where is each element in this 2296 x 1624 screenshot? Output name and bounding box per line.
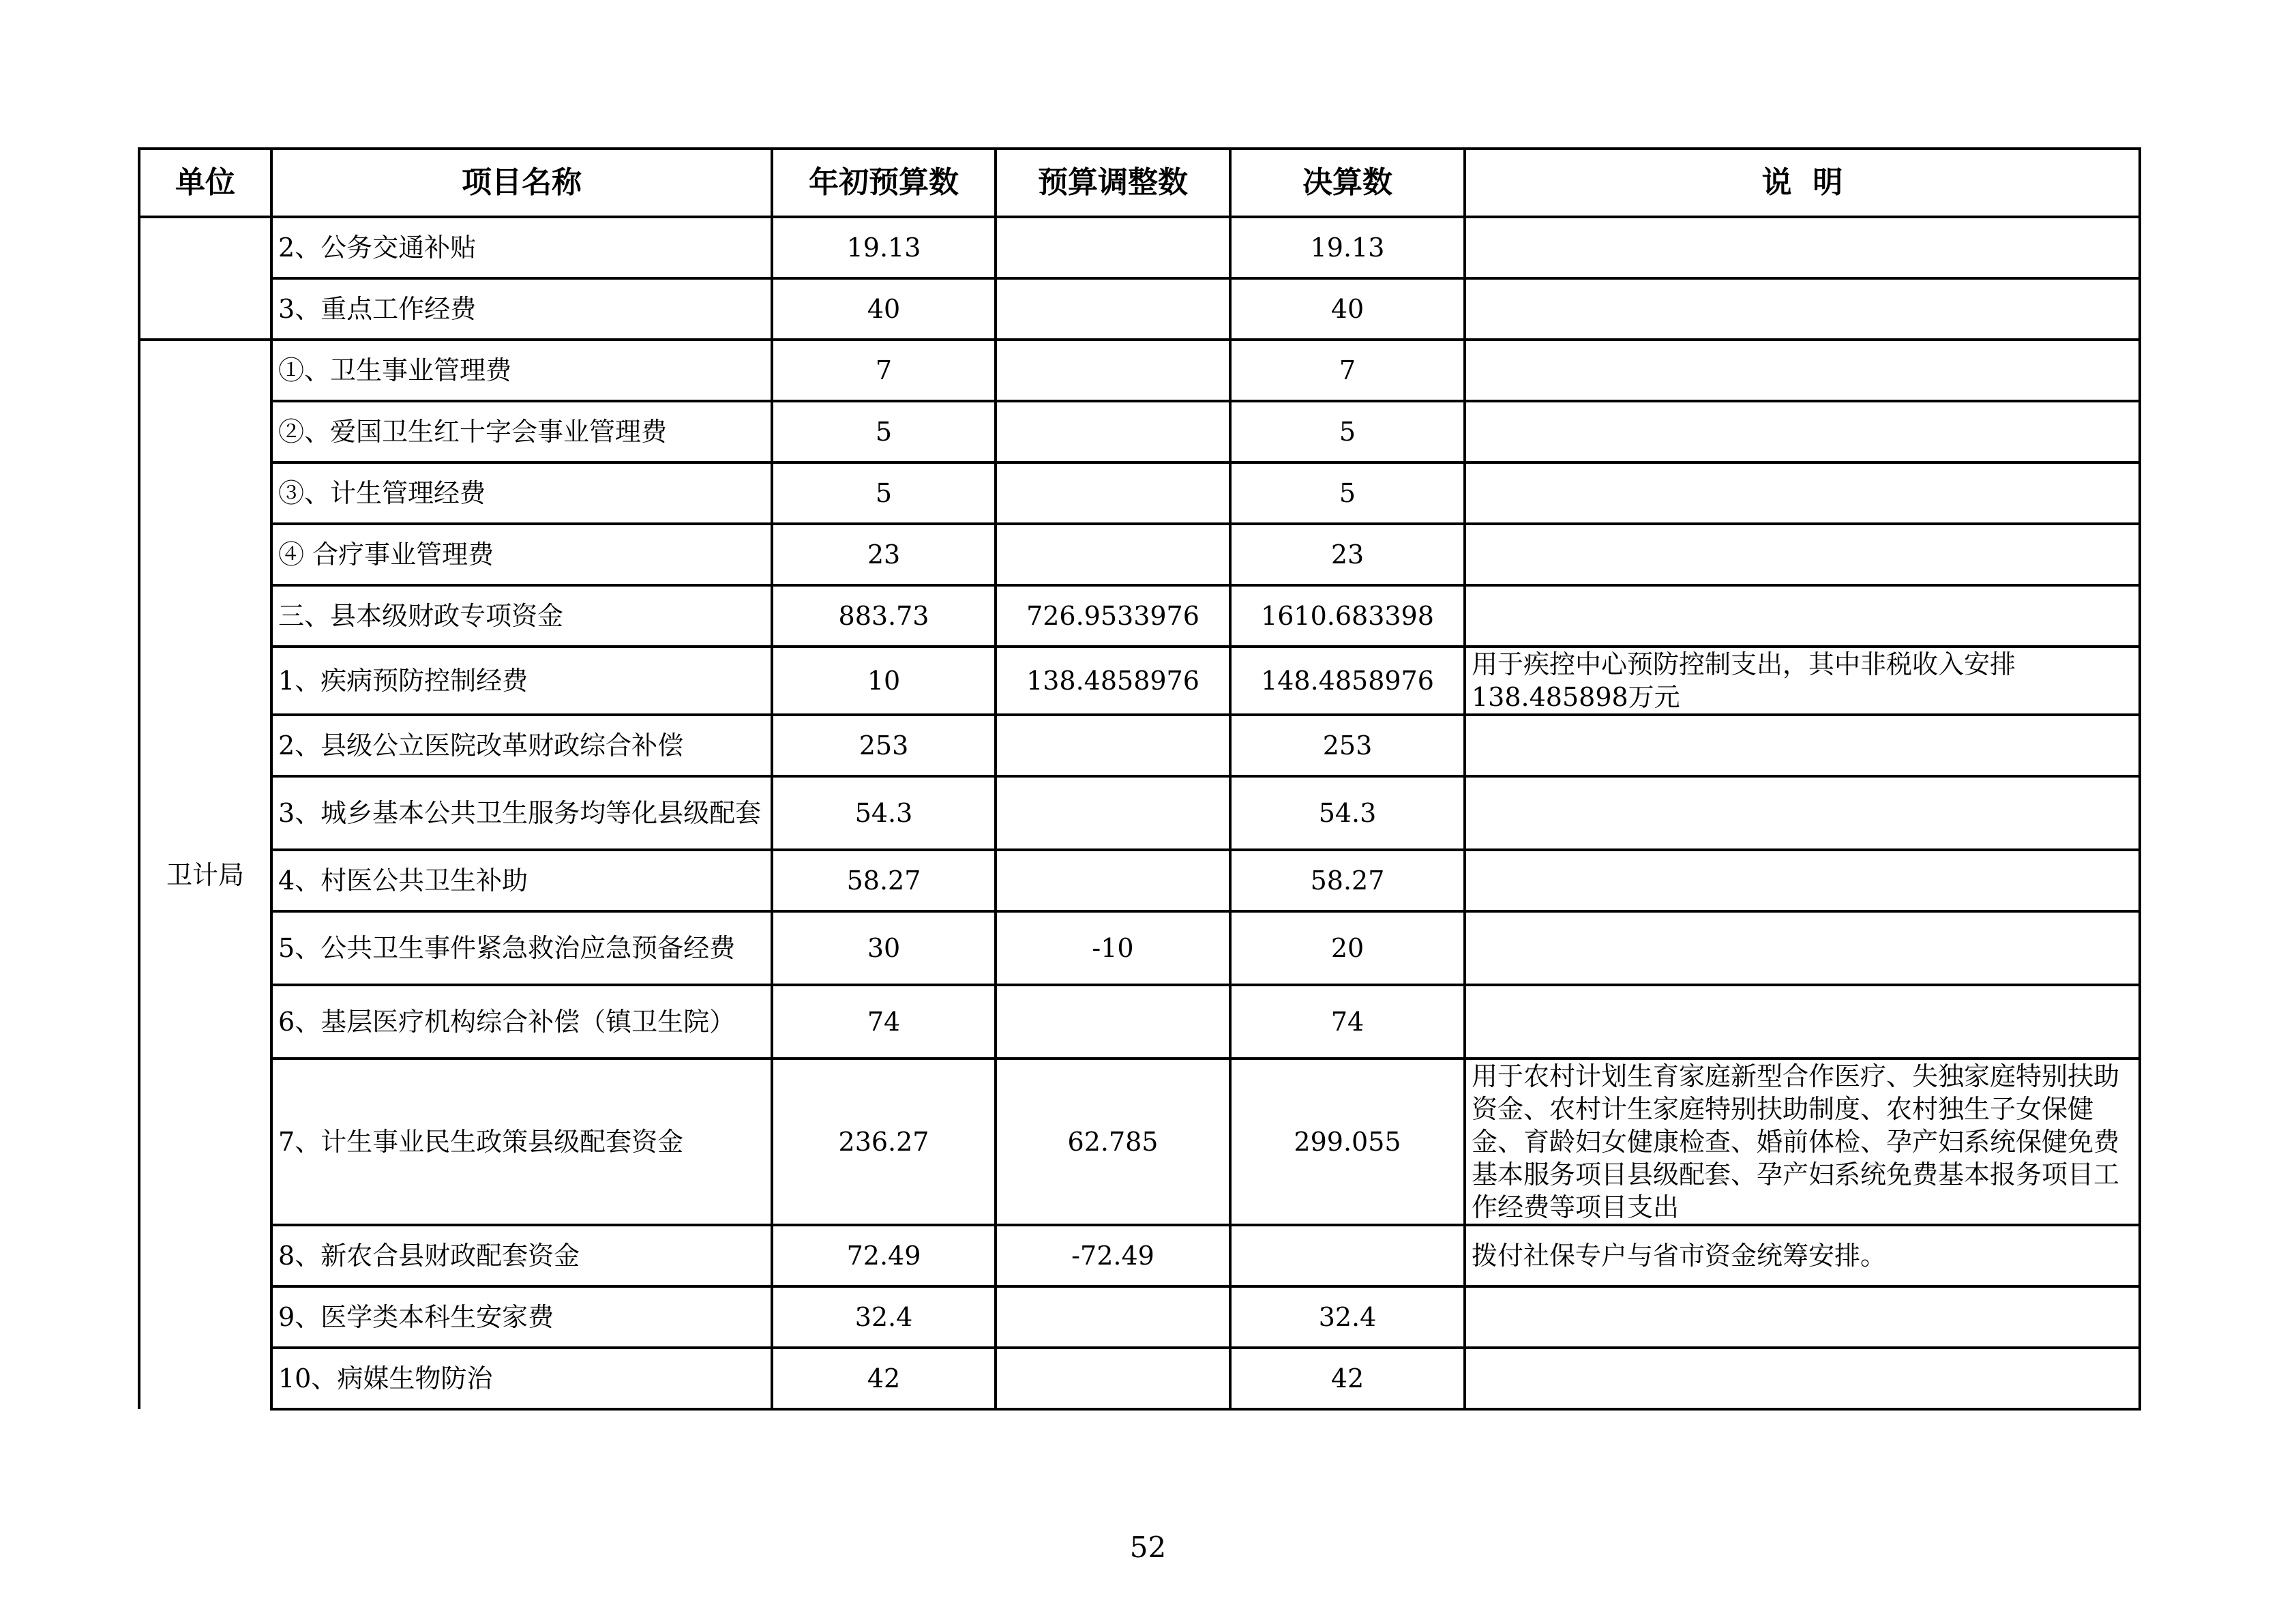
- adjustment-cell: [996, 524, 1230, 585]
- table-row: [139, 776, 2140, 850]
- note-cell: [1465, 1348, 2140, 1409]
- final-amount-cell: [1230, 1225, 1465, 1286]
- header-project-name: 项目名称: [271, 149, 772, 217]
- project-name-cell: 5、公共卫生事件紧急救治应急预备经费: [271, 911, 772, 985]
- project-name-cell: 6、基层医疗机构综合补偿（镇卫生院）: [271, 985, 772, 1059]
- table-row: [139, 1225, 2140, 1286]
- adjustment-cell: [996, 401, 1230, 462]
- table-row: [139, 524, 2140, 585]
- note-cell: [1465, 278, 2140, 340]
- adjustment-cell: 726.9533976: [996, 585, 1230, 647]
- project-name-cell: 9、医学类本科生安家费: [271, 1286, 772, 1348]
- project-name-cell: 10、病媒生物防治: [271, 1348, 772, 1409]
- table-row: [139, 850, 2140, 911]
- note-cell: [1465, 1286, 2140, 1348]
- final-amount-cell: 148.4858976: [1230, 647, 1465, 715]
- note-cell: [1465, 524, 2140, 585]
- project-name-cell: 3、重点工作经费: [271, 278, 772, 340]
- final-amount-cell: 20: [1230, 911, 1465, 985]
- table-row: [139, 1348, 2140, 1409]
- adjustment-cell: [996, 340, 1230, 401]
- project-name-cell: 1、疾病预防控制经费: [271, 647, 772, 715]
- unit-cell-weiji: 卫计局: [139, 340, 271, 1409]
- note-cell: [1465, 776, 2140, 850]
- initial-budget-cell: 54.3: [772, 776, 996, 850]
- initial-budget-cell: 40: [772, 278, 996, 340]
- note-cell: [1465, 340, 2140, 401]
- page-number: 52: [1129, 1531, 1167, 1564]
- final-amount-cell: 54.3: [1230, 776, 1465, 850]
- header-note: 说 明: [1465, 149, 2140, 217]
- initial-budget-cell: 30: [772, 911, 996, 985]
- initial-budget-cell: 5: [772, 462, 996, 524]
- project-name-cell: 2、公务交通补贴: [271, 217, 772, 278]
- project-name-cell: ②、爱国卫生红十字会事业管理费: [271, 401, 772, 462]
- note-cell: 用于疾控中心预防控制支出，其中非税收入安排138.485898万元: [1465, 647, 2140, 715]
- initial-budget-cell: 72.49: [772, 1225, 996, 1286]
- table-row: [139, 278, 2140, 340]
- table-row: [139, 462, 2140, 524]
- initial-budget-cell: 42: [772, 1348, 996, 1409]
- table-row: [139, 340, 2140, 401]
- final-amount-cell: 1610.683398: [1230, 585, 1465, 647]
- initial-budget-cell: 7: [772, 340, 996, 401]
- note-cell: [1465, 462, 2140, 524]
- adjustment-cell: -10: [996, 911, 1230, 985]
- final-amount-cell: 5: [1230, 462, 1465, 524]
- project-name-cell: 三、县本级财政专项资金: [271, 585, 772, 647]
- note-cell: [1465, 911, 2140, 985]
- note-cell: [1465, 585, 2140, 647]
- final-amount-cell: 74: [1230, 985, 1465, 1059]
- table-row: [139, 401, 2140, 462]
- note-cell: [1465, 715, 2140, 776]
- table-row: [139, 715, 2140, 776]
- project-name-cell: ④ 合疗事业管理费: [271, 524, 772, 585]
- project-name-cell: 7、计生事业民生政策县级配套资金: [271, 1059, 772, 1225]
- note-cell: 用于农村计划生育家庭新型合作医疗、失独家庭特别扶助资金、农村计生家庭特别扶助制度、农村独生子女保健金、育龄妇女健康检查、婚前体检、孕产妇系统保健免费基本服务项目县级配套、孕产妇系统免费基本报务项目工作经费等项目支出: [1465, 1059, 2140, 1225]
- initial-budget-cell: 74: [772, 985, 996, 1059]
- header-final-amount: 决算数: [1230, 149, 1465, 217]
- project-name-cell: 2、县级公立医院改革财政综合补偿: [271, 715, 772, 776]
- table-row: [139, 911, 2140, 985]
- final-amount-cell: 32.4: [1230, 1286, 1465, 1348]
- adjustment-cell: [996, 462, 1230, 524]
- project-name-cell: 3、城乡基本公共卫生服务均等化县级配套: [271, 776, 772, 850]
- final-amount-cell: 299.055: [1230, 1059, 1465, 1225]
- final-amount-cell: 42: [1230, 1348, 1465, 1409]
- adjustment-cell: 138.4858976: [996, 647, 1230, 715]
- initial-budget-cell: 253: [772, 715, 996, 776]
- initial-budget-cell: 23: [772, 524, 996, 585]
- initial-budget-cell: 883.73: [772, 585, 996, 647]
- table-row: [139, 647, 2140, 715]
- note-cell: [1465, 401, 2140, 462]
- final-amount-cell: 5: [1230, 401, 1465, 462]
- note-cell: [1465, 850, 2140, 911]
- final-amount-cell: 253: [1230, 715, 1465, 776]
- table-row: [139, 985, 2140, 1059]
- initial-budget-cell: 5: [772, 401, 996, 462]
- initial-budget-cell: 58.27: [772, 850, 996, 911]
- adjustment-cell: [996, 1348, 1230, 1409]
- project-name-cell: ①、卫生事业管理费: [271, 340, 772, 401]
- table-row: [139, 217, 2140, 278]
- adjustment-cell: [996, 985, 1230, 1059]
- adjustment-cell: [996, 278, 1230, 340]
- adjustment-cell: -72.49: [996, 1225, 1230, 1286]
- unit-cell-empty: [139, 217, 271, 340]
- final-amount-cell: 7: [1230, 340, 1465, 401]
- note-cell: [1465, 217, 2140, 278]
- final-amount-cell: 58.27: [1230, 850, 1465, 911]
- note-cell: [1465, 985, 2140, 1059]
- adjustment-cell: [996, 850, 1230, 911]
- final-amount-cell: 40: [1230, 278, 1465, 340]
- adjustment-cell: [996, 776, 1230, 850]
- header-initial-budget: 年初预算数: [772, 149, 996, 217]
- table-row: [139, 1286, 2140, 1348]
- final-amount-cell: 19.13: [1230, 217, 1465, 278]
- initial-budget-cell: 32.4: [772, 1286, 996, 1348]
- project-name-cell: 4、村医公共卫生补助: [271, 850, 772, 911]
- project-name-cell: ③、计生管理经费: [271, 462, 772, 524]
- budget-table: [138, 147, 2141, 1411]
- header-budget-adjustment: 预算调整数: [996, 149, 1230, 217]
- adjustment-cell: [996, 715, 1230, 776]
- header-row: [139, 149, 2140, 217]
- table-row: [139, 1059, 2140, 1225]
- initial-budget-cell: 236.27: [772, 1059, 996, 1225]
- adjustment-cell: [996, 217, 1230, 278]
- initial-budget-cell: 10: [772, 647, 996, 715]
- final-amount-cell: 23: [1230, 524, 1465, 585]
- adjustment-cell: [996, 1286, 1230, 1348]
- note-cell: 拨付社保专户与省市资金统筹安排。: [1465, 1225, 2140, 1286]
- table-row: [139, 585, 2140, 647]
- project-name-cell: 8、新农合县财政配套资金: [271, 1225, 772, 1286]
- header-unit: 单位: [139, 149, 271, 217]
- adjustment-cell: 62.785: [996, 1059, 1230, 1225]
- initial-budget-cell: 19.13: [772, 217, 996, 278]
